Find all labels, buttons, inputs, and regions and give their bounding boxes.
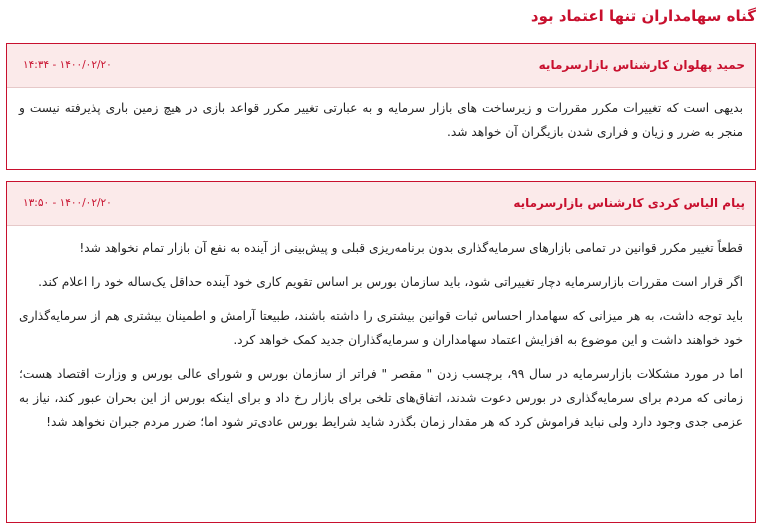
comment-paragraph: اگر قرار است مقررات بازارسرمایه دچار تغییراتی شود، باید سازمان بورس بر اساس تقویم کاری خود آینده حداقل یک‌ساله خود را اعلام کند. (38, 275, 743, 289)
comment-body (7, 88, 755, 150)
comment-paragraph: بدیهی است که تغییرات مکرر مقررات و زیرساخت های بازار سرمایه و به عبارتی تغییر مکرر قواعد بازی در هیچ زمین باری پذیرفته نیست و منجر به ضرر و زیان و فراری شدن بازیگران آن خواهد شد. (19, 101, 743, 139)
page-title: گناه سهامداران تنها اعتماد بود (530, 7, 756, 25)
comment-body (7, 226, 755, 440)
comment-header (7, 44, 755, 88)
comment-datetime: ۱۴۰۰/۰۲/۲۰ - ۱۴:۳۴ (23, 59, 112, 71)
comment-card (6, 181, 756, 523)
comment-paragraph: باید توجه داشت، به هر میزانی که سهامدار احساس ثبات قوانین بیشتری را داشته باشند، طبیعتا آرامش و اطمینان بیشتری هم از سرمایه‌گذاری خود خواهند داشت و این موضوع به افزایش اعتماد سهامداران و سرمایه‌گذاران جدید کمک خواهد کرد. (19, 309, 743, 347)
comment-paragraph: اما در مورد مشکلات بازارسرمایه در سال ۹۹، برچسب زدن " مقصر " فراتر از سازمان بورس و شورای عالی بورس و وزارت اقتصاد هست؛ زمانی که مردم برای سرمایه‌گذاری در بورس دعوت شدند، اتفاق‌های تلخی برای بازار رخ داد و برای اینکه بورس از این بحران عبور کند، نیاز به عزمی جدی وجود دارد ولی نباید فراموش کرد که هر مقدار زمان بگذرد شاید شرایط بورس عادی‌تر شود اما؛ ضرر مردم جبران نخواهد شد! (19, 367, 743, 429)
comment-author: پیام الیاس کردی کارشناس بازارسرمایه (513, 196, 745, 210)
comment-card (6, 43, 756, 170)
comment-author: حمید پهلوان کارشناس بازارسرمایه (538, 58, 745, 72)
comment-datetime: ۱۴۰۰/۰۲/۲۰ - ۱۳:۵۰ (23, 197, 112, 209)
comment-paragraph: قطعاً تغییر مکرر قوانین در تمامی بازارهای سرمایه‌گذاری بدون برنامه‌ریزی قبلی و پیش‌بینی از آینده به نفع آن بازار تمام نخواهد شد! (79, 241, 743, 255)
comment-header (7, 182, 755, 226)
